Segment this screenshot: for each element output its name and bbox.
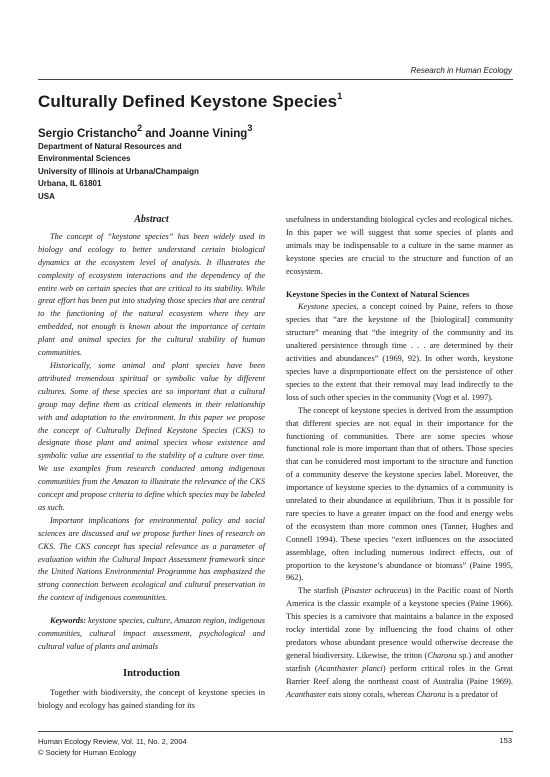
page-number: 153	[499, 736, 512, 745]
body-text: is a predator of	[445, 689, 498, 699]
species-name: Acanthaster	[286, 689, 327, 699]
affiliation-line: Department of Natural Resources and	[38, 142, 182, 151]
author-2-note: 3	[247, 123, 253, 133]
keywords-label: Keywords:	[50, 616, 86, 626]
affiliation-line: University of Illinois at Urbana/Champaign	[38, 166, 199, 176]
affiliation-line: USA	[38, 191, 55, 201]
author-1-note: 2	[137, 123, 143, 133]
title-footnote-marker: 1	[337, 91, 343, 102]
body-paragraph: The concept of keystone species is derived from the assumption that different species are not equal in their importance for the functioning of communities. There are some species whose functional role is more important than that of others. Those species that can be considered most important to the structure and function of a community deserve the keystone species label. Moreover, the importance of keystone species to the dynamics of a community is unrelated to their abundance at equilibrium. Thus it is possible for rare species to have a greater impact on the food and energy webs of the ecosystem than more common ones (Tanner, Hughes and Connell 1994). These species “exert influences on the associated assemblage, often including numerous indirect effects, out of proportion to the keystone’s abundance or biomass” (Paine 1995, 962).	[286, 405, 513, 583]
species-name: Pisaster ochraceus	[344, 586, 409, 596]
affiliation-line: Environmental Sciences	[38, 154, 131, 164]
abstract-paragraph: Important implications for environmental policy and social sciences are discussed and we propose further lines of research on CKS. The CKS concept has special relevance as a parameter of evaluation within the Cultural Impact Assessment framework since the United Nations Environmental Programme has emphasized the strong connection between ecological and cultural preservation in the context of indigenous communities.	[38, 515, 265, 603]
intro-continuation: usefulness in understanding biological cycles and ecological niches. In this paper we will suggest that some species of plants and animals may be indispensable to a culture in the same manner as keystone species are crucial to the structure and function of an ecosystem.	[286, 215, 513, 276]
affiliation-line: Urbana, IL 61801	[38, 179, 102, 189]
footer-rule	[38, 731, 513, 732]
body-text: eats stony corals, whereas	[326, 689, 417, 699]
left-column	[38, 214, 265, 713]
header-rule	[38, 79, 513, 80]
abstract-paragraph: The concept of “keystone species” has been widely used in biology and ecology to better understand certain biological dynamics at the ecosystem level of analysis. It illustrates the complexity of ecosystem interactions and the dependency of the entire web on certain species that are critical to its stability. While great effort has been put into studying those species that are central to the functioning of the natural ecosystem where they are embedded, not enough is known about the importance of certain plant and animal species for the cultural stability of human communities.	[38, 231, 265, 358]
introduction-paragraph: Together with biodiversity, the concept of keystone species in biology and ecology has gained standing for its	[38, 687, 265, 710]
paper-title	[38, 92, 342, 112]
body-paragraph	[286, 585, 513, 701]
author-1: Sergio Cristancho	[38, 127, 138, 140]
author-connector: and	[142, 127, 169, 140]
keywords	[38, 615, 265, 654]
section-heading: Keystone Species in the Context of Natural Sciences	[286, 289, 470, 299]
term-keystone: Keystone species	[298, 302, 357, 312]
species-name: Charona	[416, 689, 446, 699]
species-name: Charona	[427, 650, 457, 660]
copyright: © Society for Human Ecology	[38, 748, 137, 757]
right-column	[286, 214, 513, 702]
body-text: The starfish (	[298, 586, 345, 596]
body-text: ) perform critical roles in the Great Barrier Reef along the northeast coast of Australia (Paine 1969).	[286, 663, 513, 686]
body-text: sp.) and another starfish (	[286, 650, 514, 673]
introduction-heading: Introduction	[123, 667, 180, 679]
keywords-list: keystone species, culture, Amazon region, indigenous communities, cultural impact assessment, psychological and cultural value of plants and animals	[38, 616, 265, 651]
body-text: , a concept coined by Paine, refers to those species that “are the keystone of the [biological] community structure” meaning that “the integrity of the community and its unaltered persistence through time . . . are determined by their activities and abundances” (1969, 92). In other words, keystone species have a disproportionate effect on the persistence of other species to the extent that their removal may lead indirectly to the loss of such other species in the community (Vogt et al. 1997).	[286, 302, 513, 402]
body-paragraph	[286, 301, 513, 404]
body-text: ) in the Pacific coast of North America is the classic example of a keystone species (Paine 1966). This species is a carnivore that maintains a balance in the exposed rocky intertidal zone by influencing the food chains of other predators whose abundant presence would otherwise decrease the general biodiversity. Likewise, the triton (	[286, 586, 513, 660]
author-2: Joanne Vining	[168, 127, 248, 140]
paper-title-text: Culturally Defined Keystone Species	[38, 92, 338, 111]
running-header: Research in Human Ecology	[410, 66, 512, 75]
affiliation-block	[38, 141, 199, 203]
journal-info: Human Ecology Review, Vol. 11, No. 2, 2004	[38, 737, 187, 746]
footer-citation	[38, 736, 187, 758]
species-name: Acanthaster planci	[317, 663, 383, 673]
abstract-paragraph: Historically, some animal and plant species have been attributed tremendous spiritual or symbolic value by different cultures. Some of these species are so important that a cultural group may define them as critical elements in their relationship with and adaptation to the environment. In this paper we propose the concept of Culturally Defined Keystone Species (CKS) to designate those plant and animal species whose existence and symbolic value are essential to the stability of a culture over time. We use examples from research conducted among indigenous communities from the Amazon to illustrate the relevance of the CKS concept and propose criteria to define which species may be labeled as such.	[38, 360, 265, 512]
author-line	[38, 124, 252, 140]
abstract-heading: Abstract	[134, 214, 169, 225]
